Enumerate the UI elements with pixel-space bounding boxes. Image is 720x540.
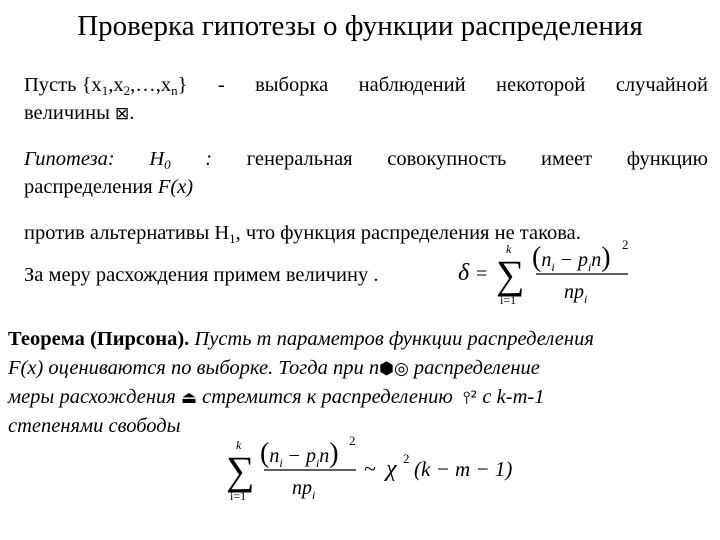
chi-symbol: χ: [386, 456, 397, 482]
word: выборка: [255, 74, 329, 96]
sample-line-1: [24, 72, 708, 98]
theorem-line-4: степенями свободы: [8, 415, 181, 437]
denominator: $np_i$: [292, 477, 316, 502]
hypothesis-line-1: Гипотеза: $H_0$ : генеральная совокупность имеет функцию: [24, 148, 708, 172]
hypothesis-h0: $H_0$: [149, 148, 171, 172]
word: генеральная: [246, 148, 353, 170]
sum-lower-limit: i=1: [500, 293, 517, 307]
word: функцию: [626, 148, 708, 170]
tends-to-infinity-icon: ⬢◎: [379, 359, 409, 379]
sum-lower-limit: i=1: [230, 489, 247, 503]
chi-square-glyph-icon: ⫯²: [463, 388, 478, 408]
sum-upper-limit: k: [236, 438, 242, 452]
theorem-line-1: Теорема (Пирсона). Пусть m параметров функции распределения: [8, 328, 594, 350]
chi-argument: (k − m − 1): [414, 457, 513, 481]
theorem-heading: Теорема (Пирсона).: [8, 328, 190, 350]
word: некоторой: [496, 74, 586, 96]
theorem-line-3: меры расхождения ⏏ стремится к распределению ⫯² с k-m-1: [8, 386, 545, 408]
measure-line: За меру расхождения примем величину .: [24, 264, 379, 286]
word: совокупность: [387, 148, 507, 170]
delta-glyph-icon: ⏏: [180, 388, 198, 408]
function-fx: F(x): [157, 176, 194, 198]
divergence-formula: [452, 236, 642, 308]
sample-set: Пусть $\{x_1,x_2,\dots,x_n\}$: [24, 74, 188, 98]
hypothesis-label: Гипотеза:: [24, 148, 115, 170]
delta-symbol: δ: [458, 260, 470, 286]
chi-exponent: 2: [403, 451, 410, 466]
slide-title: Проверка гипотезы о функции распределения: [77, 10, 643, 42]
square-exponent: 2: [622, 237, 629, 252]
theorem-line-2: F(x) оцениваются по выборке. Тогда при n⬢◎ распределение: [8, 357, 540, 379]
word: случайной: [615, 74, 708, 96]
sample-line-2: величины ⊠.: [24, 102, 135, 124]
denominator: $np_i$: [564, 281, 588, 306]
sum-upper-limit: k: [506, 242, 512, 256]
square-exponent: 2: [349, 433, 356, 448]
numerator: $(n_i - p_in)$: [532, 242, 611, 274]
numerator: $(n_i - p_in)$: [260, 438, 339, 470]
random-variable-symbol: ⊠: [115, 104, 130, 124]
pearson-formula: [222, 432, 522, 506]
dash: -: [217, 74, 225, 96]
equals-sign: =: [476, 263, 488, 285]
sum-symbol: ∑: [226, 448, 255, 493]
alternative-line: против альтернативы $H_1$, что функция распределения не такова.: [24, 222, 581, 246]
sum-symbol: ∑: [496, 252, 525, 297]
tilde-sign: ~: [364, 456, 376, 481]
word: наблюдений: [358, 74, 466, 96]
word: имеет: [541, 148, 593, 170]
hypothesis-line-2: распределения F(x): [24, 176, 194, 198]
